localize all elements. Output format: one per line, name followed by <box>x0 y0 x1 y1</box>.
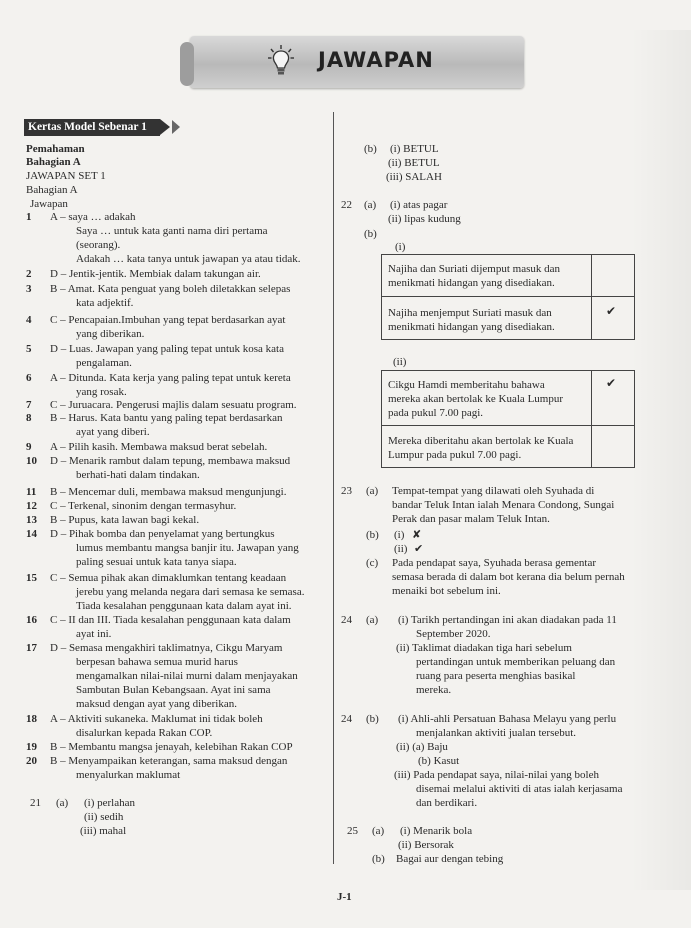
text-line: bandar Teluk Intan ialah Menara Condong, Sungai <box>392 499 615 511</box>
text-line: D – Luas. Jawapan yang paling tepat untuk kosa kata <box>50 343 284 355</box>
text-line: disemai melalui aktiviti di atas ialah kerjasama <box>416 783 623 795</box>
text-line: D – Pihak bomba dan penyelamat yang bertungkus <box>50 528 275 540</box>
text-line: 2 <box>26 268 32 280</box>
check-icon: ✔ <box>414 542 424 555</box>
text-line: Pemahaman <box>26 143 85 155</box>
text-line: yang diberikan. <box>76 328 145 340</box>
text-line: (ii) <box>393 356 407 368</box>
text-line: A – saya … adakah <box>50 211 136 223</box>
text-line: 22 <box>341 199 352 211</box>
text-line: kata adjektif. <box>76 297 134 309</box>
text-line: B – Harus. Kata bantu yang paling tepat berdasarkan <box>50 412 283 424</box>
text-line: (i) <box>394 529 405 541</box>
text-line: pengalaman. <box>76 357 132 369</box>
text-line: C – Terkenal, sinonim dengan termasyhur. <box>50 500 237 512</box>
text-line: D – Semasa mengakhiri taklimatnya, Cikgu Maryam <box>50 642 283 654</box>
text-line: B – Amat. Kata penguat yang boleh diletakkan selepas <box>50 283 291 295</box>
text-line: semasa berada di dalam bot kerana dia belum pernah <box>392 571 625 583</box>
text-line: 25 <box>347 825 358 837</box>
text-line: (i) Ahli-ahli Persatuan Bahasa Melayu yang perlu <box>398 713 617 725</box>
page-number: J-1 <box>337 891 352 903</box>
text-line: 15 <box>26 572 37 584</box>
text-line: Mereka diberitahu akan bertolak ke Kuala <box>388 435 574 447</box>
text-line: Pada pendapat saya, Syuhada berasa gementar <box>392 557 597 569</box>
table-22b-ii <box>381 370 635 468</box>
text-line: Bahagian A <box>26 184 78 196</box>
text-line: (b) <box>366 529 379 541</box>
text-line: dan berdikari. <box>416 797 478 809</box>
text-line: menaiki bot sebelum ini. <box>392 585 501 597</box>
text-line: 11 <box>26 486 37 498</box>
text-line: D – Jentik-jentik. Membiak dalam takungan air. <box>50 268 261 280</box>
section-label <box>24 119 160 136</box>
text-line: A – Pilih kasih. Membawa maksud berat sebelah. <box>50 441 268 453</box>
text-line: menikmati hidangan yang disediakan. <box>388 321 555 333</box>
text-line: Bagai aur dengan tebing <box>396 853 504 865</box>
text-line: Adakah … kata tanya untuk jawapan ya atau tidak. <box>76 253 301 265</box>
text-line: Cikgu Hamdi memberitahu bahawa <box>388 379 545 391</box>
text-line: (a) <box>364 199 377 211</box>
text-line: JAWAPAN SET 1 <box>26 170 106 182</box>
text-line: 13 <box>26 514 37 526</box>
text-line: 19 <box>26 741 37 753</box>
text-line: A – Aktiviti sukaneka. Maklumat ini tidak boleh <box>50 713 263 725</box>
text-line: pertandingan untuk memberikan peluang dan <box>416 656 616 668</box>
text-line: Sambutan Bulan Kebangsaan. Ayat ini sama <box>76 684 271 696</box>
text-line: (i) Menarik bola <box>400 825 473 837</box>
text-line: (a) <box>366 485 379 497</box>
text-line: (i) perlahan <box>84 797 135 809</box>
text-line: Najiha menjemput Suriati masuk dan <box>388 307 552 319</box>
text-line: 9 <box>26 441 32 453</box>
text-line: (a) <box>372 825 385 837</box>
text-line: 5 <box>26 343 32 355</box>
check-icon: ✔ <box>606 304 617 318</box>
text-line: pada pukul 7.00 pagi. <box>388 407 484 419</box>
text-line: jerebu yang melanda negara dari semasa ke semasa. <box>76 586 305 598</box>
text-line: D – Menarik rambut dalam tepung, membawa maksud <box>50 455 291 467</box>
text-line: (i) <box>395 241 406 253</box>
text-line: B – Mencemar duli, membawa maksud mengunjungi. <box>50 486 287 498</box>
text-line: (ii) <box>394 543 408 555</box>
text-line: 12 <box>26 500 37 512</box>
text-line: 4 <box>26 314 32 326</box>
lightbulb-icon <box>268 45 294 77</box>
text-line: (iii) SALAH <box>386 171 442 183</box>
text-line: (a) <box>56 797 69 809</box>
text-line: (i) atas pagar <box>390 199 448 211</box>
text-line: 24 <box>341 614 352 626</box>
text-line: berpesan bahawa semua murid harus <box>76 656 238 668</box>
text-line: September 2020. <box>416 628 491 640</box>
text-line: 10 <box>26 455 37 467</box>
text-line: (iii) Pada pendapat saya, nilai-nilai yang boleh <box>394 769 599 781</box>
chevron-right-icon <box>172 120 180 134</box>
text-line: 16 <box>26 614 37 626</box>
text-line: 1 <box>26 211 32 223</box>
table-22b-ii-row-divider <box>381 425 634 426</box>
text-line: mereka. <box>416 684 452 696</box>
text-line: lumus membantu mangsa banjir itu. Jawapan yang <box>76 542 299 554</box>
text-line: 6 <box>26 372 32 384</box>
table-22b-ii-col-divider <box>591 370 592 467</box>
text-line: Perak dan pasar malam Teluk Intan. <box>392 513 550 525</box>
text-line: ruang para peserta menghias basikal <box>416 670 576 682</box>
text-line: C – Pencapaian.Imbuhan yang tepat berdasarkan ayat <box>50 314 286 326</box>
cross-icon: ✘ <box>412 528 422 541</box>
text-line: C – Semua pihak akan dimaklumkan tentang keadaan <box>50 572 287 584</box>
table-22b-i <box>381 254 635 340</box>
text-line: Saya … untuk kata ganti nama diri pertama <box>76 225 268 237</box>
text-line: 18 <box>26 713 37 725</box>
text-line: 23 <box>341 485 352 497</box>
text-line: 7 <box>26 399 32 411</box>
text-line: mengamalkan nilai-nilai murni dalam menjayakan <box>76 670 298 682</box>
text-line: Bahagian A <box>26 156 81 168</box>
table-22b-i-row-divider <box>381 296 634 297</box>
column-divider <box>333 112 334 864</box>
page-shadow <box>631 30 691 890</box>
text-line: (ii) (a) Baju <box>396 741 448 753</box>
text-line: (iii) mahal <box>80 825 127 837</box>
text-line: (b) <box>364 143 377 155</box>
text-line: 14 <box>26 528 37 540</box>
text-line: Lumpur pada pukul 7.00 pagi. <box>388 449 522 461</box>
header-banner <box>190 36 524 88</box>
text-line: B – Membantu mangsa jenayah, kelebihan Rakan COP <box>50 741 293 753</box>
scroll-roll-icon <box>180 42 194 86</box>
text-line: (a) <box>366 614 379 626</box>
text-line: (ii) BETUL <box>388 157 440 169</box>
text-line: menyalurkan maklumat <box>76 769 181 781</box>
text-line: ayat yang diberi. <box>76 426 150 438</box>
text-line: (i) BETUL <box>390 143 439 155</box>
text-line: (ii) Bersorak <box>398 839 454 851</box>
text-line: 20 <box>26 755 37 767</box>
text-line: ayat ini. <box>76 628 112 640</box>
text-line: paling sesuai untuk kata tanya siapa. <box>76 556 237 568</box>
text-line: mereka akan bertolak ke Kuala Lumpur <box>388 393 564 405</box>
text-line: C – Juruacara. Pengerusi majlis dalam sesuatu program. <box>50 399 297 411</box>
section-label-text: Kertas Model Sebenar 1 <box>28 121 147 133</box>
text-line: Najiha dan Suriati dijemput masuk dan <box>388 263 560 275</box>
text-line: (seorang). <box>76 239 121 251</box>
text-line: B – Pupus, kata lawan bagi kekal. <box>50 514 200 526</box>
text-line: (b) <box>366 713 379 725</box>
text-line: 24 <box>341 713 352 725</box>
text-line: A – Ditunda. Kata kerja yang paling tepat untuk kereta <box>50 372 291 384</box>
text-line: menikmati hidangan yang disediakan. <box>388 277 555 289</box>
text-line: (c) <box>366 557 379 569</box>
text-line: (b) Kasut <box>418 755 460 767</box>
table-22b-i-col-divider <box>591 254 592 339</box>
text-line: maksud dengan ayat yang diberikan. <box>76 698 237 710</box>
text-line: 3 <box>26 283 32 295</box>
text-line: 21 <box>30 797 41 809</box>
text-line: 17 <box>26 642 37 654</box>
text-line: disalurkan kepada Rakan COP. <box>76 727 213 739</box>
text-line: (ii) lipas kudung <box>388 213 461 225</box>
text-line: berhati-hati dalam tindakan. <box>76 469 200 481</box>
text-line: 8 <box>26 412 32 424</box>
text-line: yang rosak. <box>76 386 127 398</box>
text-line: Jawapan <box>30 198 68 210</box>
text-line: B – Menyampaikan keterangan, sama maksud dengan <box>50 755 288 767</box>
text-line: Tiada kesalahan penggunaan kata dalam ayat ini. <box>76 600 292 612</box>
text-line: (b) <box>372 853 385 865</box>
text-line: (ii) Taklimat diadakan tiga hari sebelum <box>396 642 572 654</box>
text-line: menjalankan aktiviti jualan tersebut. <box>416 727 577 739</box>
text-line: Tempat-tempat yang dilawati oleh Syuhada di <box>392 485 595 497</box>
text-line: C – II dan III. Tiada kesalahan penggunaan kata dalam <box>50 614 291 626</box>
page-title: JAWAPAN <box>318 48 434 72</box>
check-icon: ✔ <box>606 376 617 390</box>
text-line: (i) Tarikh pertandingan ini akan diadakan pada 11 <box>398 614 617 626</box>
text-line: (b) <box>364 228 377 240</box>
text-line: (ii) sedih <box>84 811 124 823</box>
